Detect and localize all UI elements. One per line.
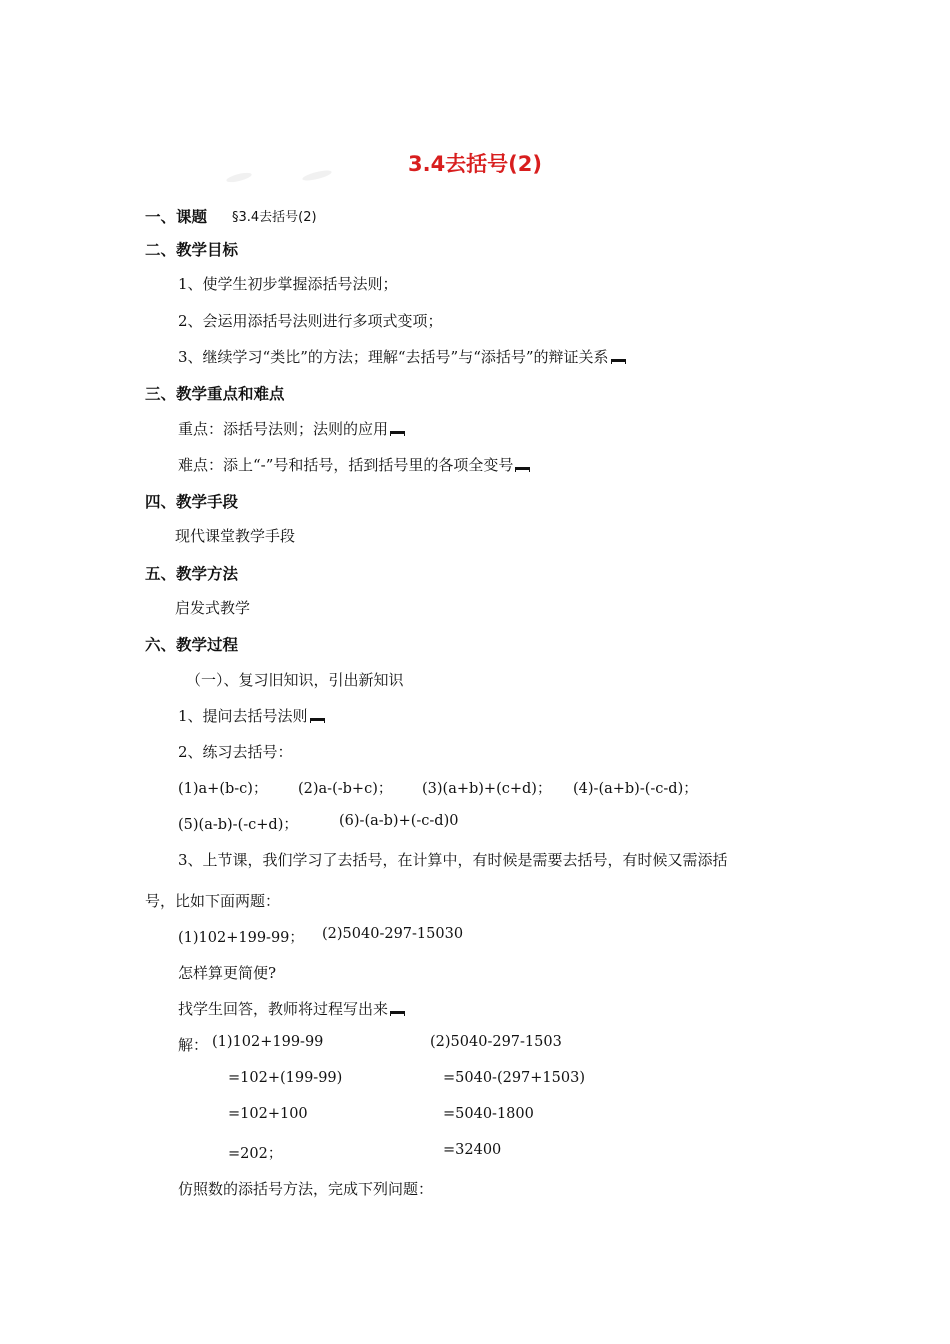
end-mark-icon bbox=[515, 467, 530, 472]
topic-value: §3.4去括号(2) bbox=[232, 210, 317, 225]
exercise-4: (4)-(a+b)-(-c-d)； bbox=[573, 781, 698, 797]
solution-1-line-1: (1)102+199-99 bbox=[212, 1034, 324, 1050]
exercise-6: (6)-(a-b)+(-c-d)0 bbox=[339, 813, 459, 829]
solution-1-line-4: =202； bbox=[228, 1146, 283, 1162]
process-step-1: （一）、复习旧知识，引出新知识 bbox=[186, 671, 404, 689]
question-1 bbox=[178, 705, 325, 726]
imitate-instruction: 仿照数的添括号方法，完成下列问题： bbox=[178, 1180, 434, 1198]
key-point-text: 重点：添括号法则；法则的应用 bbox=[178, 420, 389, 438]
question-1-text: 1、提问去括号法则 bbox=[178, 707, 308, 725]
teaching-method: 启发式教学 bbox=[175, 599, 251, 617]
question-3-line-2: 号，比如下面两题： bbox=[145, 892, 281, 910]
end-mark-icon bbox=[390, 1011, 405, 1016]
end-mark-icon bbox=[611, 359, 626, 364]
problem-1: (1)102+199-99； bbox=[178, 930, 304, 946]
section-process-heading: 六、教学过程 bbox=[145, 636, 239, 654]
solution-1-line-3: =102+100 bbox=[228, 1106, 308, 1122]
exercise-5: (5)(a-b)-(-c+d)； bbox=[178, 817, 298, 833]
solution-2-line-4: =32400 bbox=[443, 1142, 502, 1158]
difficulty bbox=[178, 454, 530, 475]
objective-3 bbox=[178, 346, 626, 367]
solution-2-line-1: (2)5040-297-1503 bbox=[430, 1034, 562, 1050]
exercise-1: (1)a+(b-c)； bbox=[178, 781, 268, 797]
question-2: 2、练习去括号： bbox=[178, 743, 293, 761]
problem-2: (2)5040-297-15030 bbox=[322, 926, 464, 942]
exercise-3: (3)(a+b)+(c+d)； bbox=[422, 781, 552, 797]
end-mark-icon bbox=[310, 718, 325, 723]
document-title: 3.4去括号(2) bbox=[407, 152, 542, 176]
section-method-heading: 五、教学方法 bbox=[145, 565, 239, 583]
objective-2: 2、会运用添括号法则进行多项式变项； bbox=[178, 312, 443, 330]
question-prompt: 怎样算更简便? bbox=[178, 964, 277, 982]
question-3-line-1: 3、上节课，我们学习了去括号，在计算中，有时候是需要去括号，有时候又需添括 bbox=[178, 851, 728, 869]
answer-note bbox=[178, 998, 405, 1019]
end-mark-icon bbox=[390, 431, 405, 436]
difficulty-text: 难点：添上“-”号和括号，括到括号里的各项全变号 bbox=[178, 456, 514, 474]
objective-1: 1、使学生初步掌握添括号法则； bbox=[178, 275, 398, 293]
solution-2-line-3: =5040-1800 bbox=[443, 1106, 534, 1122]
answer-note-text: 找学生回答，教师将过程写出来 bbox=[178, 1000, 389, 1018]
section-topic-heading: 一、课题 bbox=[145, 208, 208, 226]
solution-1-line-2: =102+(199-99) bbox=[228, 1070, 343, 1086]
teaching-means: 现代课堂教学手段 bbox=[175, 527, 296, 545]
section-means-heading: 四、教学手段 bbox=[145, 493, 239, 511]
objective-3-text: 3、继续学习“类比”的方法；理解“去括号”与“添括号”的辩证关系 bbox=[178, 348, 609, 366]
section-objectives-heading: 二、教学目标 bbox=[145, 241, 239, 259]
solution-label: 解： bbox=[178, 1036, 209, 1054]
exercise-2: (2)a-(-b+c)； bbox=[298, 781, 393, 797]
key-point bbox=[178, 418, 405, 439]
section-key-points-heading: 三、教学重点和难点 bbox=[145, 385, 285, 403]
solution-2-line-2: =5040-(297+1503) bbox=[443, 1070, 585, 1086]
